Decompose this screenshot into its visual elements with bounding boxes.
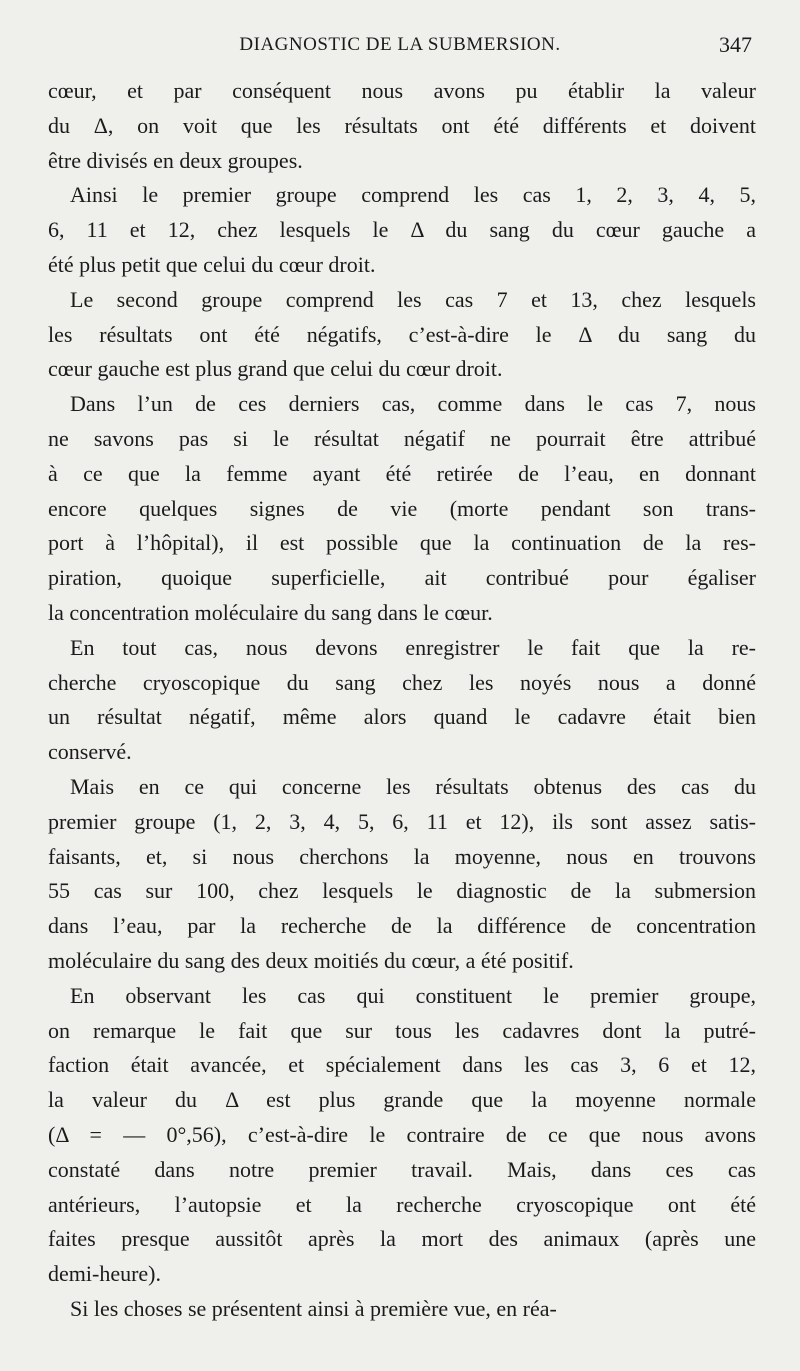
text-line: piration, quoique superficielle, ait contribué pour égaliser [48,565,756,591]
text-line: Si les choses se présentent ainsi à première vue, en réa- [70,1295,557,1321]
text-line: (Δ = — 0°,56), c’est-à-dire le contraire de ce que nous avons [48,1121,756,1147]
text-line: été plus petit que celui du cœur droit. [48,251,376,277]
text-body [48,74,756,1327]
text-line: Ainsi le premier groupe comprend les cas 1, 2, 3, 4, 5, [70,182,756,208]
paragraph [48,770,756,979]
text-line: moléculaire du sang des deux moitiés du cœur, a été positif. [48,947,574,973]
paragraph [48,979,756,1292]
text-line: antérieurs, l’autopsie et la recherche cryoscopique ont été [48,1191,756,1217]
paragraph [48,631,756,770]
paragraph [48,178,756,282]
text-line: 6, 11 et 12, chez lesquels le Δ du sang du cœur gauche a [48,217,756,243]
text-line: En observant les cas qui constituent le premier groupe, [70,982,756,1008]
paragraph [48,74,756,178]
text-line: demi-heure). [48,1261,161,1287]
text-line: être divisés en deux groupes. [48,147,303,173]
text-line: Le second groupe comprend les cas 7 et 13, chez lesquels [70,286,756,312]
text-line: on remarque le fait que sur tous les cadavres dont la putré- [48,1017,756,1043]
text-line: faisants, et, si nous cherchons la moyenne, nous en trouvons [48,843,756,869]
running-head [48,34,752,62]
paragraph [48,387,756,631]
text-line: la valeur du Δ est plus grande que la moyenne normale [48,1087,756,1113]
text-line: encore quelques signes de vie (morte pendant son trans- [48,495,756,521]
text-line: En tout cas, nous devons enregistrer le fait que la re- [70,634,756,660]
paragraph [48,283,756,387]
text-line: la concentration moléculaire du sang dans le cœur. [48,599,493,625]
text-line: Dans l’un de ces derniers cas, comme dans le cas 7, nous [70,391,756,417]
text-line: à ce que la femme ayant été retirée de l’eau, en donnant [48,460,756,486]
text-line: constaté dans notre premier travail. Mais, dans ces cas [48,1156,756,1182]
text-line: cherche cryoscopique du sang chez les noyés nous a donné [48,669,756,695]
text-line: cœur, et par conséquent nous avons pu établir la valeur [48,78,756,103]
running-title: DIAGNOSTIC DE LA SUBMERSION. [239,34,561,55]
text-line: port à l’hôpital), il est possible que la continuation de la res- [48,530,756,556]
text-line: un résultat négatif, même alors quand le cadavre était bien [48,704,756,730]
text-line: Mais en ce qui concerne les résultats obtenus des cas du [70,773,756,799]
text-line: faction était avancée, et spécialement dans les cas 3, 6 et 12, [48,1052,756,1078]
text-line: dans l’eau, par la recherche de la différence de concentration [48,913,756,939]
text-line: les résultats ont été négatifs, c’est-à-dire le Δ du sang du [48,321,756,347]
text-line: faites presque aussitôt après la mort des animaux (après une [48,1226,756,1252]
text-line: conservé. [48,739,132,765]
page-number: 347 [719,32,752,57]
paragraph [48,1292,756,1327]
text-line: 55 cas sur 100, chez lesquels le diagnostic de la submersion [48,878,756,904]
text-line: premier groupe (1, 2, 3, 4, 5, 6, 11 et 12), ils sont assez satis- [48,808,756,834]
text-line: cœur gauche est plus grand que celui du cœur droit. [48,356,503,382]
text-line: du Δ, on voit que les résultats ont été différents et doivent [48,112,756,138]
text-line: ne savons pas si le résultat négatif ne pourrait être attribué [48,425,756,451]
